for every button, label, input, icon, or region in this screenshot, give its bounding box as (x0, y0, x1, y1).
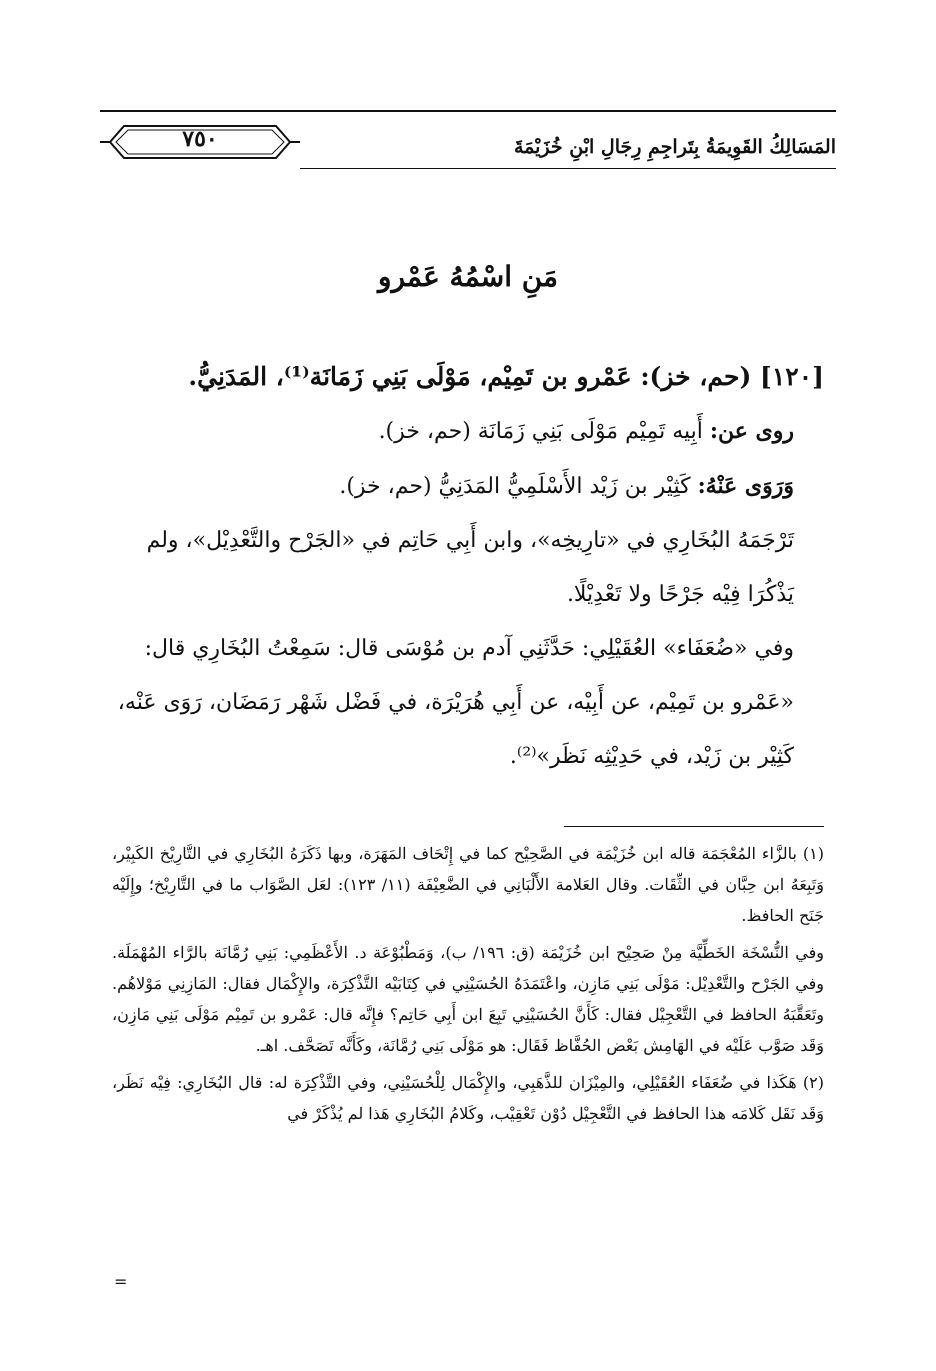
paragraph-uqayli: وفي «ضُعَفَاء» العُقَيْلِي: حَدَّثَنِي آدم بن مُوْسَى قال: سَمِعْتُ البُخَارِي قال: «عَمْرو بن تَمِيْم، عن أَبِيْه، عن أَبِي هُرَيْرَة، في فَضْل شَهْر رَمَضَان، رَوَى عَنْه، كَثِيْر بن زَيْد، في حَدِيْثِه نَظَر»⁽²⁾. (117, 636, 794, 769)
narrated-from-label: روى عن: (709, 418, 794, 444)
page-number: ٧٥٠ (182, 126, 218, 152)
running-title: المَسَالِكُ القَوِيمَةُ بِتَراجِمِ رِجَالِ ابْنِ خُزَيْمَةَ (513, 136, 836, 158)
header-top-rule (100, 110, 836, 112)
page-header (100, 100, 836, 180)
entry-heading: [١٢٠] (حم، خز): عَمْرو بن تَمِيْم، مَوْلَى بَنِي زَمَانَة⁽¹⁾، المَدَنِيُّ. (188, 362, 824, 391)
paragraph-translation: تَرْجَمَهُ البُخَارِي في «تارِيخِه»، وابن أَبِي حَاتِم في «الجَرْح والتَّعْدِيْل»، ولم يَذْكُرَا فِيْه جَرْحًا ولا تَعْدِيْلًا. (146, 528, 794, 607)
biography-entry (104, 350, 824, 784)
page-number-frame (100, 122, 300, 162)
continuation-mark: = (114, 1272, 128, 1291)
footnote-1-part-1: (١) بالزَّاء المُعْجَمَة قاله ابن خُزَيْمَة في الصَّحِيْح كما في إِتْحَاف المَهَرَة، وبها ذَكَرَهُ البُخَارِي في التَّارِيْخ الكَبِيْر، وَتَبِعَهُ ابن حِبَّان في الثِّقَات. وقال العَلامة الأَلْبَانِي في الضَّعِيْفَة (١١/ ١٢٣): لعَل الصَّوَاب ما في التَّارِيْخ؛ وإِلَيْه جَنَح الحافظ. (112, 844, 824, 925)
header-bottom-rule (300, 168, 836, 169)
footnotes (112, 838, 824, 1135)
section-heading: مَنِ اسْمُهُ عَمْرو (377, 260, 559, 293)
narrated-by-text: كَثِيْر بن زَيْد الأَسْلَمِيُّ المَدَنِيُّ (حم، خز). (339, 474, 691, 499)
footnote-1-part-2: وفي النُّسْخَة الخَطِّيَّة مِنْ صَحِيْح ابن خُزَيْمَة (ق: ١٩٦/ ب)، وَمَطْبُوْعَة د. الأَعْظَمِي: بَنِي رُمَّانَة بالرَّاء المُهْمَلَة. وفي الجَرْح والتَّعْدِيْل: مَوْلَى بَنِي مَازِن، واعْتَمَدَهُ الحُسَيْنِي في كِتَابَيْه التَّذْكِرَة، والإِكْمَال فقال: المَازِنِي مَوْلاهُم. وتَعَقَّبَهُ الحافظ في التَّعْجِيْل فقال: كَأَنَّ الحُسَيْنِي تَبِعَ ابن أَبِي حَاتِم؟ فإِنَّه قال: عَمْرو بن تَمِيْم مَوْلَى بَنِي مَازِن، وَقَد صَوَّب عَلَيْه في الهَامِش بَعْض الحُفَّاظ فَقَال: هو مَوْلَى بَنِي رُمَّانَة، وكَأَنَّه تَصَحَّف. اهـ. (112, 943, 824, 1055)
footnote-separator (564, 826, 824, 827)
narrated-by-label: وَرَوَى عَنْهُ: (697, 473, 794, 499)
footnote-2: (٢) هَكَذا في ضُعَفَاء العُقَيْلِي، والمِيْزَان للذَّهَبِي، والإِكْمَال لِلْحُسَيْنِي، وفي التَّذْكِرَة له: قال البُخَارِي: فِيْه نَظَر، وَقَد نَقَل كَلامَه هذا الحافظ في التَّعْجِيْل دُوْن تَعْقِيْب، وكَلامُ البُخَارِي هَذا لم يُذْكَرْ في (112, 1073, 824, 1123)
narrated-from-line (104, 404, 824, 459)
narrated-by-line (104, 459, 824, 514)
narrated-from-text: أَبِيه تَمِيْم مَوْلَى بَنِي زَمَانَة (حم، خز). (378, 419, 703, 444)
